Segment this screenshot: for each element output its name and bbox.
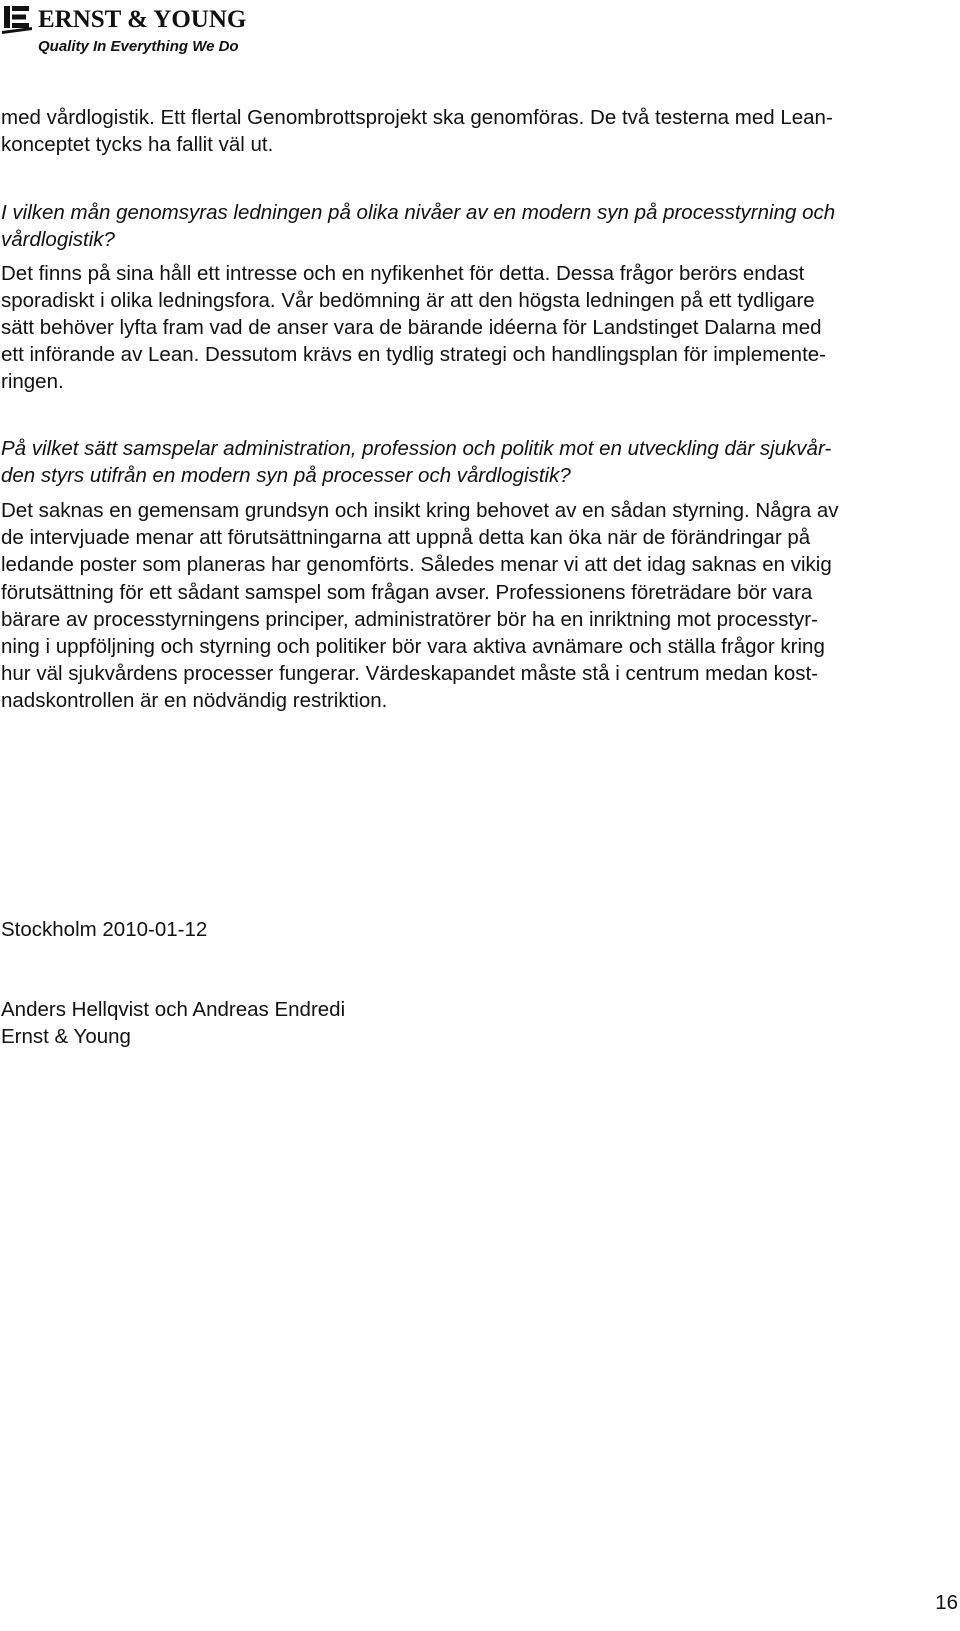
logo-wordmark: ERNST & YOUNG [38,6,247,33]
ernst-young-logo [2,2,262,56]
paragraph-line: sporadiskt i olika ledningsfora. Vår bedömning är att den högsta ledningen på ett tydligare [1,289,815,312]
paragraph-line: konceptet tycks ha fallit väl ut. [1,133,274,156]
signature-company: Ernst & Young [1,1025,131,1048]
paragraph-line: bärare av processtyrningens principer, administratörer bör ha en inriktning mot processtyr- [1,608,818,631]
signature-authors: Anders Hellqvist och Andreas Endredi [1,998,346,1021]
question-heading-line: vårdlogistik? [1,228,115,251]
question-heading-line: På vilket sätt samspelar administration, profession och politik mot en utveckling där sjukvår- [1,437,832,460]
paragraph-line: Det finns på sina håll ett intresse och en nyfikenhet för detta. Dessa frågor berörs endast [1,262,805,285]
paragraph-line: sätt behöver lyfta fram vad de anser vara de bärande idéerna för Landstinget Dalarna med [1,316,822,339]
paragraph-line: ning i uppföljning och styrning och politiker bör vara aktiva avnämare och ställa frågor kring [1,635,825,658]
logo-mark-icon [2,2,262,56]
paragraph-line: förutsättning för ett sådant samspel som frågan avser. Professionens företrädare bör vara [1,581,813,604]
paragraph-line: hur väl sjukvårdens processer fungerar. Värdeskapandet måste stå i centrum medan kost- [1,662,818,685]
question-heading-line: I vilken mån genomsyras ledningen på olika nivåer av en modern syn på processtyrning och [1,201,836,224]
place-date: Stockholm 2010-01-12 [1,918,208,941]
paragraph-line: Det saknas en gemensam grundsyn och insikt kring behovet av en sådan styrning. Några av [1,499,839,522]
paragraph-line: ledande poster som planeras har genomförts. Således menar vi att det idag saknas en vikig [1,553,832,576]
paragraph-line: ett införande av Lean. Dessutom krävs en tydlig strategi och handlingsplan för implemente- [1,343,827,366]
paragraph-line: ringen. [1,370,64,393]
logo-tagline: Quality In Everything We Do [38,38,239,55]
question-heading-line: den styrs utifrån en modern syn på processer och vårdlogistik? [1,464,571,487]
page-number: 16 [935,1591,958,1614]
paragraph-line: de intervjuade menar att förutsättningarna att uppnå detta kan öka när de förändringar på [1,526,811,549]
paragraph-line: nadskontrollen är en nödvändig restriktion. [1,689,388,712]
paragraph-line: med vårdlogistik. Ett flertal Genombrottsprojekt ska genomföras. De två testerna med Lean- [1,106,833,129]
